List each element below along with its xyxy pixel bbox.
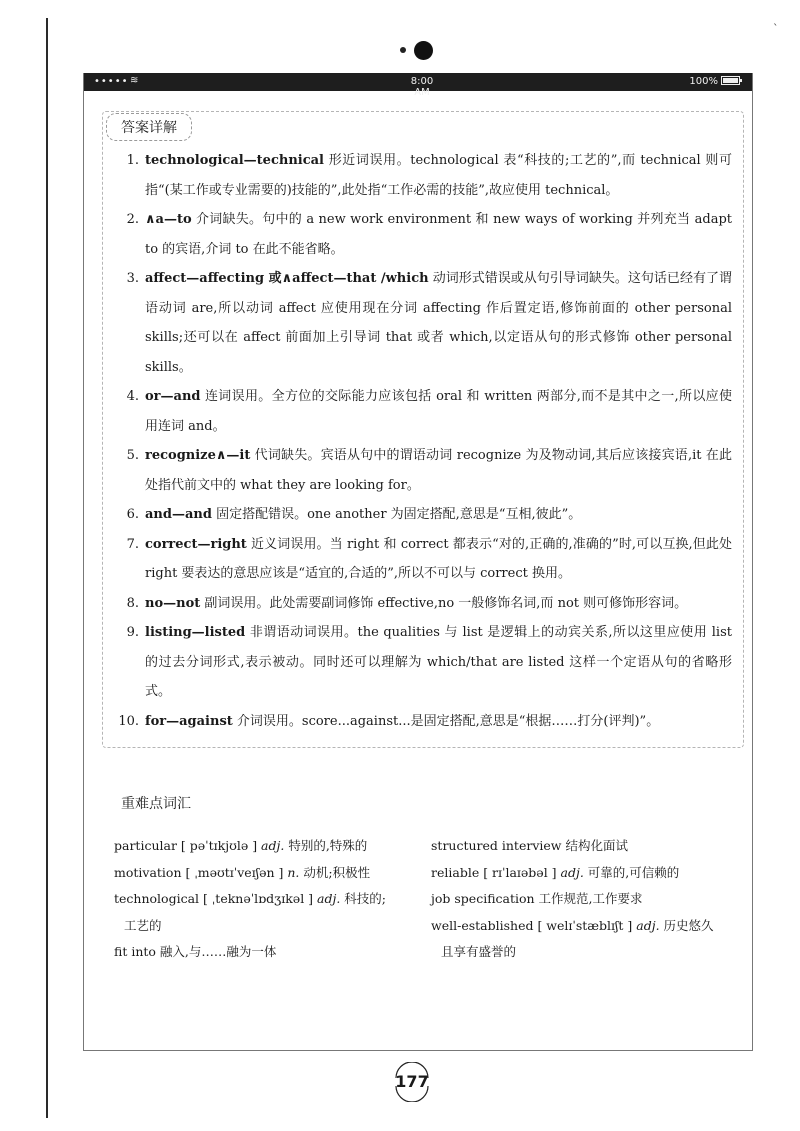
answer-correction: technological—technical <box>145 153 324 168</box>
answer-explanation: 介词误用。score...against...是固定搭配,意思是“根据……打分(评判)”。 <box>232 713 660 729</box>
answer-correction: affect—affecting 或∧affect—that /which <box>145 271 429 286</box>
answer-item <box>117 205 732 264</box>
vocab-meaning: 结构化面试 <box>561 838 628 853</box>
vocab-entry <box>114 833 434 860</box>
answer-correction: no—not <box>145 595 201 611</box>
answer-body <box>145 530 732 589</box>
device-screen <box>83 73 753 1051</box>
answer-body <box>145 500 732 530</box>
page-number: 177 <box>395 1072 429 1091</box>
page-number-badge <box>392 1062 432 1102</box>
answer-item <box>117 707 732 737</box>
battery-status <box>689 76 740 87</box>
answer-body <box>145 205 732 264</box>
vocab-word: particular <box>114 838 177 853</box>
answer-item <box>117 441 732 500</box>
answer-number: 6. <box>126 507 139 522</box>
answer-explanation: 副词误用。此处需要副词修饰 effective,no 一般修饰名词,而 not 则可修饰形容词。 <box>200 595 688 611</box>
front-camera-lens <box>414 41 433 60</box>
answer-item <box>117 530 732 589</box>
answer-number: 8. <box>126 595 139 611</box>
signal-strength-icon: ••••• <box>94 76 129 87</box>
answer-body <box>145 441 732 500</box>
answer-explanation: 代词缺失。宾语从句中的谓语动词 recognize 为及物动词,其后应该接宾语,it 在此处指代前文中的 what they are looking for。 <box>145 448 732 493</box>
vocab-ipa: [ ˌteknəˈlɒdʒɪkəl ] <box>199 891 314 906</box>
vocab-pos: adj. <box>313 891 341 906</box>
front-sensor-dot <box>400 47 406 53</box>
answer-list <box>117 146 732 736</box>
vocab-entry <box>114 939 434 966</box>
answer-number: 5. <box>126 448 139 463</box>
answer-number: 3. <box>126 271 139 286</box>
vocab-meaning: 科技的; <box>340 891 387 906</box>
vocab-continuation: 且享有盛誉的 <box>441 944 517 959</box>
vocab-entry <box>114 860 434 887</box>
answer-number: 4. <box>126 389 139 404</box>
answer-explanation: 连词误用。全方位的交际能力应该包括 oral 和 written 两部分,而不是其中之一,所以应使用连词 and。 <box>145 389 732 434</box>
status-time: 8:00 AM <box>410 76 434 98</box>
left-margin-rule <box>46 18 48 1118</box>
answer-item <box>117 618 732 707</box>
answer-explanation: 固定搭配错误。one another 为固定搭配,意思是“互相,彼此”。 <box>211 507 582 522</box>
vocab-word: structured interview <box>431 838 562 853</box>
vocab-column-left <box>114 833 434 966</box>
vocab-ipa: [ welɪˈstæblɪʃt ] <box>533 917 633 933</box>
answer-number: 9. <box>126 625 139 640</box>
answer-number: 7. <box>126 536 139 552</box>
vocab-meaning: 工作规范,工作要求 <box>534 891 643 906</box>
answer-number: 2. <box>126 212 139 227</box>
answer-explanation: 动词形式错误或从句引导词缺失。这句话已经有了谓语动词 are,所以动词 affect 应使用现在分词 affecting 作后置定语,修饰前面的 other personal skills;还可以在 affect 前面加上引导词 that 或者 which,以定语从句的形式修饰 other personal skills。 <box>145 271 732 375</box>
answer-body <box>145 707 732 737</box>
battery-icon <box>721 76 740 85</box>
answer-body <box>145 589 732 619</box>
vocab-meaning: 融入,与……融为一体 <box>155 944 277 959</box>
vocab-meaning: 动机;积极性 <box>299 864 371 880</box>
vocab-ipa: [ rɪˈlaɪəbəl ] <box>479 864 557 880</box>
vocab-entry <box>114 886 434 913</box>
answer-correction: for—against <box>145 713 233 729</box>
answer-correction: listing—listed <box>145 625 246 640</box>
vocab-entry <box>431 913 746 940</box>
answer-correction: or—and <box>145 389 201 404</box>
vocab-ipa: [ ˌməʊtɪˈveɪʃən ] <box>181 864 284 880</box>
answer-number: 1. <box>126 153 139 168</box>
vocab-entry <box>431 860 746 887</box>
answer-section-heading: 答案详解 <box>106 113 192 141</box>
vocab-heading: 重难点词汇 <box>121 796 191 812</box>
vocab-pos: adj. <box>632 917 660 933</box>
vocab-pos: adj. <box>257 838 285 853</box>
answer-number: 10. <box>118 713 139 729</box>
answer-item <box>117 382 732 441</box>
status-bar <box>84 73 752 98</box>
answer-item <box>117 589 732 619</box>
vocab-word: fit into <box>114 944 156 959</box>
answer-explanation: 近义词误用。当 right 和 correct 都表示“对的,正确的,准确的”时,可以互换,但此处 right 要表达的意思应该是“适宜的,合适的”,所以不可以与 correct 换用。 <box>145 536 732 581</box>
answer-body <box>145 382 732 441</box>
answer-body <box>145 618 732 707</box>
corner-tick: ` <box>773 22 779 35</box>
vocab-meaning: 可靠的,可信赖的 <box>583 864 680 880</box>
answer-item <box>117 264 732 382</box>
wifi-icon: ≋ <box>130 75 139 86</box>
answer-item <box>117 500 732 530</box>
answer-correction: ∧a—to <box>145 212 192 227</box>
answer-body <box>145 146 732 205</box>
answer-correction: correct—right <box>145 536 247 552</box>
battery-percent: 100% <box>689 76 718 87</box>
vocab-word: technological <box>114 891 200 906</box>
answer-item <box>117 146 732 205</box>
vocab-word: job specification <box>431 891 535 906</box>
vocab-entry <box>431 833 746 860</box>
answer-explanation: 非谓语动词误用。the qualities 与 list 是逻辑上的动宾关系,所以这里应使用 list 的过去分词形式,表示被动。同时还可以理解为 which/that are listed 这样一个定语从句的省略形式。 <box>145 625 732 699</box>
answer-body <box>145 264 732 382</box>
vocab-entry <box>431 886 746 913</box>
vocab-column-right <box>431 833 746 966</box>
vocab-meaning: 特别的,特殊的 <box>284 838 368 853</box>
vocab-meaning: 历史悠久 <box>659 917 714 933</box>
answer-correction: and—and <box>145 507 212 522</box>
vocab-word: well-established <box>431 917 534 933</box>
vocab-pos: adj. <box>556 864 584 880</box>
answer-explanation: 形近词误用。technological 表“科技的;工艺的”,而 technical 则可指“(某工作或专业需要的)技能的”,此处指“工作必需的技能”,故应使用 technical。 <box>145 153 732 198</box>
vocab-word: reliable <box>431 864 480 880</box>
answer-correction: recognize∧—it <box>145 448 251 463</box>
answer-explanation: 介词缺失。句中的 a new work environment 和 new ways of working 并列充当 adapt to 的宾语,介词 to 在此不能省略。 <box>145 212 732 257</box>
vocab-pos: n. <box>283 864 300 880</box>
vocab-word: motivation <box>114 864 182 880</box>
vocab-ipa: [ pəˈtɪkjʊlə ] <box>176 838 258 853</box>
vocab-continuation: 工艺的 <box>124 917 162 933</box>
